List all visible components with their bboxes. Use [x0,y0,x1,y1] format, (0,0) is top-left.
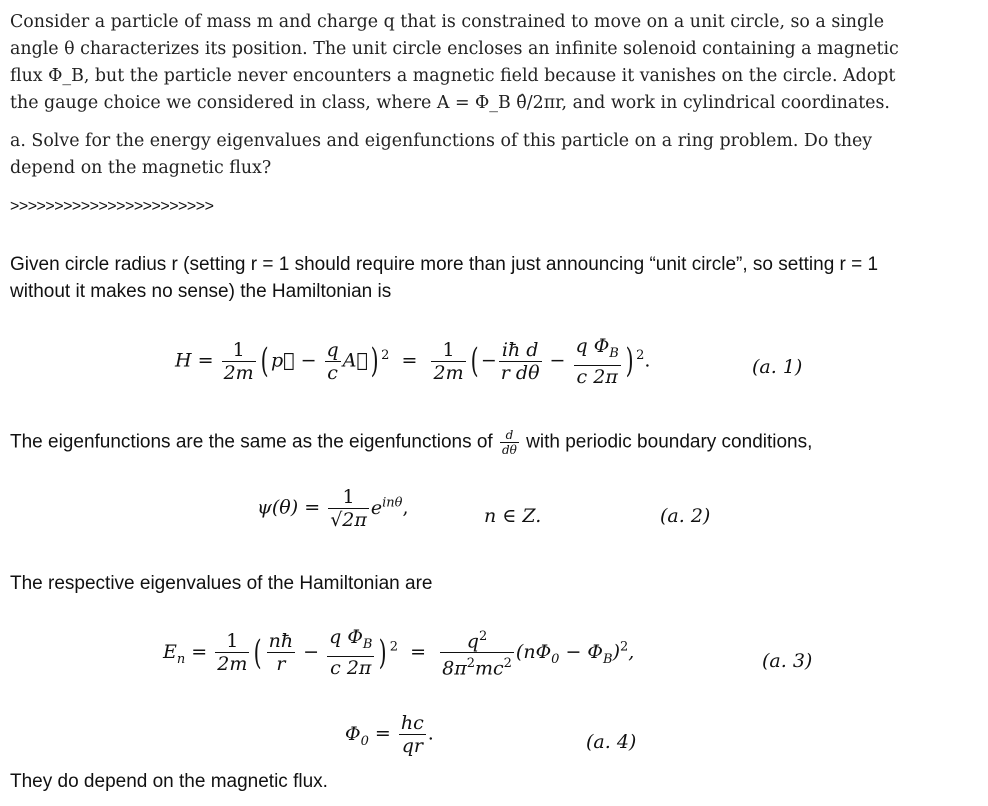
equation-domain: n ∈ Z. [484,505,542,527]
part-a-line-2: depend on the magnetic flux? [10,158,272,178]
eigen-sentence-start: The eigenfunctions are the same as the eigenfunctions of [10,431,493,453]
answer-line-2: without it makes no sense) the Hamiltonian is [10,281,392,302]
equation-eigenfunction: ψ(θ) = $\frac{1}{√2\pi}$ $e^{in\theta}$, [257,486,409,531]
answer-line-4: The respective eigenvalues of the Hamiltonian are [10,573,433,594]
equation-tag-a4: (a. 4) [586,731,637,753]
equation-tag-a1: (a. 1) [752,356,803,378]
equation-hamiltonian: H = $\frac{1}{2m}$ ( p⃗ − $\frac{q}{c}$ A⃗) $^2$ = $\frac{1}{2m}$ ( − $\frac{\text{iħ d}}{\text{r dθ}}$ − $\frac{q \Phi_B}{c 2\pi}$ ) $^2$. [175,335,651,388]
answer-line-3 [10,428,812,457]
equation-flux-quantum: $\Phi_0$ = $\frac{hc}{qr}$ . [345,712,434,757]
answer-line-1: Given circle radius r (setting r = 1 should require more than just announcing “unit circle”, so setting r = 1 [10,254,879,275]
problem-line-2: angle θ characterizes its position. The unit circle encloses an infinite solenoid containing a magnetic [10,39,899,59]
problem-line-4: the gauge choice we considered in class, where A = Φ_B θ̂/2πr, and work in cylindrical coordinates. [10,93,890,113]
equation-energy: $E_n$ = $\frac{1}{2m}$ ( $\frac{nħ}{r}$ − $\frac{q \Phi_B}{c 2\pi}$ ) $^2$ = $\frac{q^2}{8\pi^2mc^2}$ $(n\Phi_0 - \Phi_B)^2$, [163,626,635,680]
eigen-sentence-end: with periodic boundary conditions, [526,431,813,453]
equation-tag-a2: (a. 2) [660,505,711,527]
problem-line-3: flux Φ_B, but the particle never encounters a magnetic field because it vanishes on the circle. Adopt [10,66,896,86]
conclusion: They do depend on the magnetic flux. [10,771,328,792]
d-dtheta-fraction: $\frac{d}{d\theta}$ [501,428,517,457]
equation-tag-a3: (a. 3) [762,650,813,672]
separator: >>>>>>>>>>>>>>>>>>>>>>> [10,198,214,215]
part-a-line-1: a. Solve for the energy eigenvalues and eigenfunctions of this particle on a ring problem. Do they [10,131,873,151]
problem-line-1: Consider a particle of mass m and charge q that is constrained to move on a unit circle, so a single [10,12,884,32]
